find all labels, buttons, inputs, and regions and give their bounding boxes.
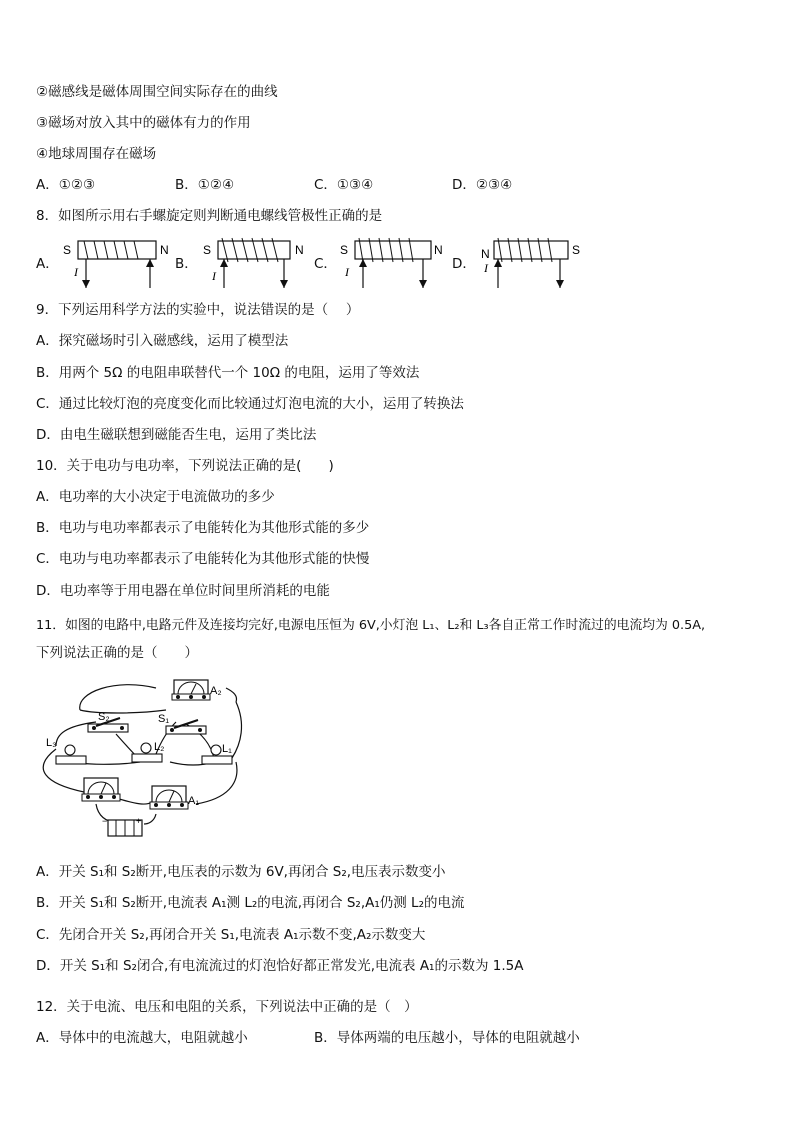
solenoid-diagram-b — [198, 236, 313, 294]
battery-plus: + — [136, 816, 142, 826]
q12-stem: 12．关于电流、电压和电阻的关系，下列说法中正确的是（ ） — [36, 999, 418, 1015]
label-s2: S₂ — [98, 711, 110, 723]
q7-option-d: D．②③④ — [452, 177, 513, 193]
q7-option-a: A．①②③ — [36, 177, 96, 193]
solenoid-b-right-pole: N — [295, 243, 304, 257]
label-a1: A₁ — [188, 795, 200, 807]
q9-option-a: A．探究磁场时引入磁感线，运用了模型法 — [36, 333, 289, 349]
q11-stem-line-2: 下列说法正确的是（ ） — [36, 645, 198, 661]
label-l2: L₂ — [154, 741, 165, 753]
solenoid-diagram-d — [478, 236, 593, 294]
solenoid-d-current: I — [484, 261, 488, 275]
q10-option-c: C．电功与电功率都表示了电能转化为其他形式能的快慢 — [36, 551, 370, 567]
q11-option-c: C．先闭合开关 S₂,再闭合开关 S₁,电流表 A₁示数不变,A₂示数变大 — [36, 927, 426, 943]
q10-option-a: A．电功率的大小决定于电流做功的多少 — [36, 489, 275, 505]
q10-option-d: D．电功率等于用电器在单位时间里所消耗的电能 — [36, 583, 330, 599]
solenoid-c-current: I — [345, 265, 349, 279]
q8-option-b-letter: B． — [175, 256, 198, 272]
solenoid-diagram-c — [337, 236, 452, 294]
q7-item-3: ③磁场对放入其中的磁体有力的作用 — [36, 115, 251, 131]
label-l3: L₃ — [46, 737, 57, 749]
q7-option-b: B．①②④ — [175, 177, 235, 193]
q7-item-2: ②磁感线是磁体周围空间实际存在的曲线 — [36, 84, 278, 100]
q7-option-c: C．①③④ — [314, 177, 374, 193]
circuit-diagram — [36, 674, 246, 840]
q9-stem: 9．下列运用科学方法的实验中，说法错误的是（ ） — [36, 302, 360, 318]
solenoid-b-left-pole: S — [203, 243, 212, 257]
q9-option-c: C．通过比较灯泡的亮度变化而比较通过灯泡电流的大小，运用了转换法 — [36, 396, 464, 412]
q10-option-b: B．电功与电功率都表示了电能转化为其他形式能的多少 — [36, 520, 370, 536]
solenoid-d-right-pole: S — [572, 243, 581, 257]
q9-option-d: D．由电生磁联想到磁能否生电，运用了类比法 — [36, 427, 317, 443]
label-s1: S₁ — [158, 713, 170, 725]
battery-minus: − — [102, 816, 108, 826]
solenoid-diagram-a — [58, 236, 173, 294]
q9-option-b: B．用两个 5Ω 的电阻串联替代一个 10Ω 的电阻，运用了等效法 — [36, 365, 420, 381]
label-l1: L₁ — [222, 743, 232, 755]
q10-stem: 10．关于电功与电功率，下列说法正确的是( ) — [36, 458, 334, 474]
q12-option-a: A．导体中的电流越大，电阻就越小 — [36, 1030, 248, 1046]
q8-stem: 8．如图所示用右手螺旋定则判断通电螺线管极性正确的是 — [36, 208, 383, 224]
q8-option-c-letter: C． — [314, 256, 337, 272]
q11-option-b: B．开关 S₁和 S₂断开,电流表 A₁测 L₂的电流,再闭合 S₂,A₁仍测 L₂的电流 — [36, 895, 465, 911]
solenoid-c-left-pole: S — [340, 243, 349, 257]
solenoid-a-left-pole: S — [63, 243, 72, 257]
solenoid-d-left-pole: N — [481, 247, 490, 261]
solenoid-a-right-pole: N — [160, 243, 169, 257]
label-a2: A₂ — [210, 685, 222, 697]
q12-option-b: B．导体两端的电压越小，导体的电阻就越小 — [314, 1030, 580, 1046]
solenoid-a-current: I — [74, 265, 78, 279]
q11-option-a: A．开关 S₁和 S₂断开,电压表的示数为 6V,再闭合 S₂,电压表示数变小 — [36, 864, 446, 880]
solenoid-b-current: I — [212, 269, 216, 283]
q11-stem-line-1: 11．如图的电路中,电路元件及连接均完好,电源电压恒为 6V,小灯泡 L₁、L₂和 L₃各自正常工作时流过的电流均为 0.5A, — [36, 618, 706, 633]
q8-option-d-letter: D． — [452, 256, 476, 272]
q11-option-d: D．开关 S₁和 S₂闭合,有电流流过的灯泡恰好都正常发光,电流表 A₁的示数为 1.5A — [36, 958, 524, 974]
q7-item-4: ④地球周围存在磁场 — [36, 146, 157, 162]
q8-option-a-letter: A． — [36, 256, 59, 272]
solenoid-c-right-pole: N — [434, 243, 443, 257]
